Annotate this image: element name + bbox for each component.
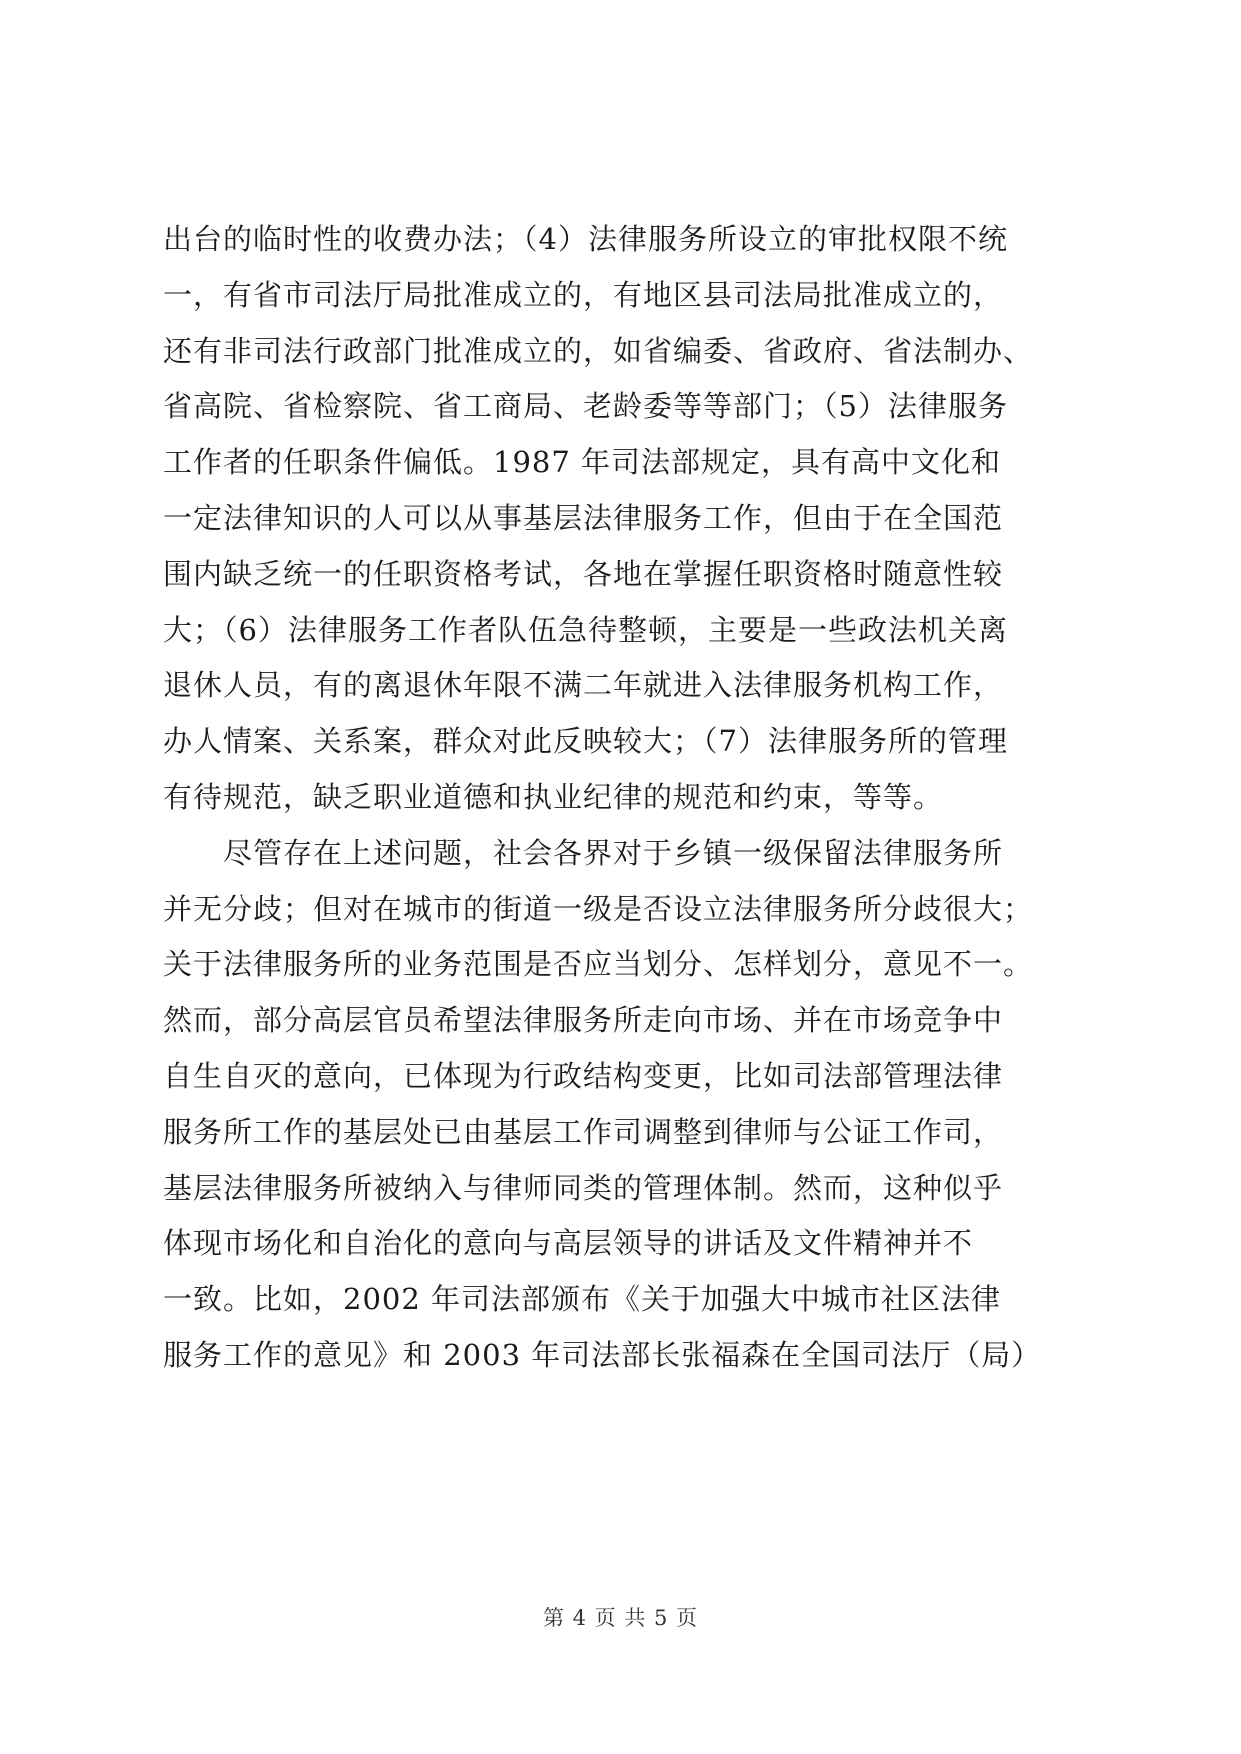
text-line: 一致。比如，2002 年司法部颁布《关于加强大中城市社区法律: [163, 1282, 1002, 1317]
text-line: 出台的临时性的收费办法；（4）法律服务所设立的审批权限不统: [163, 222, 1008, 256]
body-text: [163, 212, 1083, 1384]
text-line: 工作者的任职条件偏低。1987 年司法部规定，具有高中文化和: [163, 445, 1002, 480]
page-number-footer: 第 4 页 共 5 页: [542, 1606, 699, 1630]
paragraph-start-line: 尽管存在上述问题，社会各界对于乡镇一级保留法律服务所: [223, 835, 1004, 870]
text-line: 省高院、省检察院、省工商局、老龄委等等部门；（5）法律服务: [163, 389, 1008, 424]
text-line: 围内缺乏统一的任职资格考试，各地在掌握任职资格时随意性较: [163, 556, 1004, 591]
text-line: 基层法律服务所被纳入与律师同类的管理体制。然而，这种似乎: [163, 1170, 1004, 1205]
text-line: 关于法律服务所的业务范围是否应当划分、怎样划分，意见不一。: [163, 947, 1034, 982]
text-line: 大；（6）法律服务工作者队伍急待整顿，主要是一些政法机关离: [163, 612, 1008, 647]
text-line: 服务所工作的基层处已由基层工作司调整到律师与公证工作司，: [163, 1114, 1004, 1149]
text-line: 还有非司法行政部门批准成立的，如省编委、省政府、省法制办、: [163, 333, 1034, 368]
text-line: 然而，部分高层官员希望法律服务所走向市场、并在市场竞争中: [163, 1003, 1004, 1038]
text-line: 退休人员，有的离退休年限不满二年就进入法律服务机构工作，: [163, 668, 1004, 703]
text-line: 体现市场化和自治化的意向与高层领导的讲话及文件精神并不: [163, 1226, 974, 1261]
text-line: 办人情案、关系案，群众对此反映较大；（7）法律服务所的管理: [163, 724, 1008, 759]
text-line: 并无分歧；但对在城市的街道一级是否设立法律服务所分歧很大；: [163, 891, 1034, 926]
text-line: 一定法律知识的人可以从事基层法律服务工作，但由于在全国范: [163, 500, 1004, 535]
text-line: 有待规范，缺乏职业道德和执业纪律的规范和约束，等等。: [163, 779, 944, 814]
text-line: 一，有省市司法厅局批准成立的，有地区县司法局批准成立的，: [163, 277, 1004, 312]
text-line: 自生自灭的意向，已体现为行政结构变更，比如司法部管理法律: [163, 1058, 1004, 1093]
text-line: 服务工作的意见》和 2003 年司法部长张福森在全国司法厅（局）: [163, 1337, 1042, 1372]
